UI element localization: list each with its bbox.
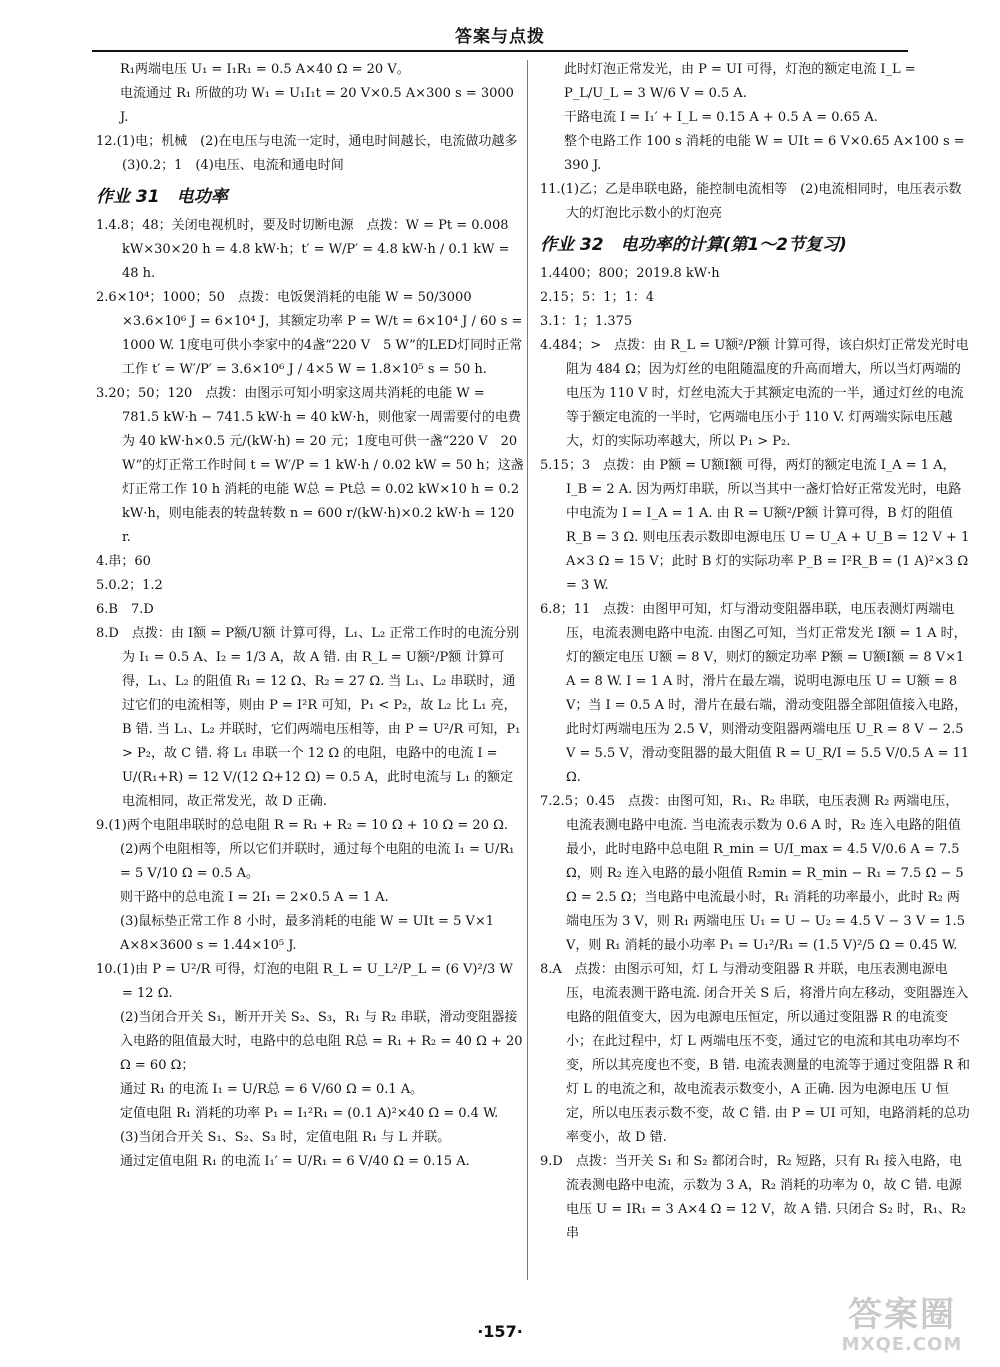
answer-8: 8.D 点拨：由 I额 = P额/U额 计算可得，L₁、L₂ 正常工作时的电流分别为 I₁ = 0.5 A、I₂ = 1/3 A，故 A 错. 由 R_L = U额²/P额 计算可得，L₁、L₂ 的阻值 R₁ = 12 Ω、R₂ = 27 Ω. 当 L₁、L₂ 串联时，通过它们的电流相等，则由 P = I²R 可知，P₁ < P₂，故 L₂ 比 L₁ 亮，B 错. 当 L₁、L₂ 并联时，它们两端电压相等，由 P = U²/R 可知，P₁ > P₂，故 C 错. 将 L₁ 串联一个 12 Ω 的电阻，电路中的电流 I = U/(R₁+R) = 12 V/(12 Ω+12 Ω) = 0.5 A，此时电流与 L₁ 的额定电流相同，故正常发光，故 D 正确. xyxy=(96,626,521,809)
answer-r7: 7.2.5；0.45 点拨：由图可知，R₁、R₂ 串联，电压表测 R₂ 两端电压，电流表测电路中电流. 当电流表示数为 0.6 A 时，R₂ 连入电路的阻值最小，此时电路中总电阻 R_min = U/I_max = 4.5 V/0.6 A = 7.5 Ω，则 R₂ 连入电路的最小阻值 R₂min = R_min − R₁ = 7.5 Ω − 5 Ω = 2.5 Ω；当电路中电流最小时，R₁ 消耗的功率最小，此时 R₂ 两端电压为 3 V，则 R₁ 两端电压 U₁ = U − U₂ = 4.5 V − 3 V = 1.5 V，则 R₁ 消耗的最小功率 P₁ = U₁²/R₁ = (1.5 V)²/5 Ω = 0.45 W. xyxy=(540,794,966,953)
header-title: 答案与点拨 xyxy=(455,27,545,47)
answer-10-part2: (2)当闭合开关 S₁，断开开关 S₂、S₃，R₁ 与 R₂ 串联，滑动变阻器接入电路的阻值最大时，电路中的总电阻 R总 = R₁ + R₂ = 40 Ω + 20 Ω = 60 Ω； xyxy=(120,1010,523,1073)
answer-10-part1: 10.(1)由 P = U²/R 可得，灯泡的电阻 R_L = U_L²/P_L = (6 V)²/3 W = 12 Ω. xyxy=(96,962,513,1001)
answer-r6: 6.8；11 点拨：由图甲可知，灯与滑动变阻器串联，电压表测灯两端电压，电流表测电路中电流. 由图乙可知，当灯正常发光 I额 = 1 A 时，灯的额定电压 U额 = 8 V，则灯的额定功率 P额 = U额I额 = 8 V×1 A = 8 W. I = 1 A 时，滑片在最左端，说明电源电压 U = U额 = 8 V；当 I = 0.5 A 时，滑片在最右端，滑动变阻器全部阻值接入电路，此时灯两端电压为 2.5 V，则滑动变阻器两端电压 U_R = 8 V − 2.5 V = 5.5 V，滑动变阻器的最大阻值 R = U_R/I = 5.5 V/0.5 A = 11 Ω. xyxy=(540,602,970,785)
answer-12: 12.(1)电；机械 (2)在电压与电流一定时，通电时间越长，电流做功越多 (3)0.2；1 (4)电压、电流和通电时间 xyxy=(96,134,531,173)
answer-9-part1: 9.(1)两个电阻串联时的总电阻 R = R₁ + R₂ = 10 Ω + 10 Ω = 20 Ω. xyxy=(96,818,509,833)
answer-10-part3: 通过 R₁ 的电流 I₁ = U/R总 = 6 V/60 Ω = 0.1 A。 xyxy=(120,1082,424,1097)
answer-10-part5: (3)当闭合开关 S₁、S₂、S₃ 时，定值电阻 R₁ 与 L 并联。 xyxy=(120,1130,451,1145)
watermark-logo xyxy=(812,1296,992,1366)
answer-r4: 4.484；> 点拨：由 R_L = U额²/P额 计算可得，该白炽灯正常发光时电阻为 484 Ω；因为灯丝的电阻随温度的升高而增大，所以当灯两端的电压为 110 V 时，灯丝电流大于其额定电流的一半，通过灯丝的电流等于额定电流的一半时，它两端电压小于 110 V. 灯两端实际电压越大，灯的实际功率越大，所以 P₁ > P₂. xyxy=(540,338,969,449)
answer-10-part4: 定值电阻 R₁ 消耗的功率 P₁ = I₁²R₁ = (0.1 A)²×40 Ω = 0.4 W. xyxy=(120,1106,499,1121)
answer-10-cont-b: 干路电流 I = I₁′ + I_L = 0.15 A + 0.5 A = 0.65 A. xyxy=(564,110,878,125)
answer-r8: 8.A 点拨：由图示可知，灯 L 与滑动变阻器 R 并联，电压表测电源电压，电流表测干路电流. 闭合开关 S 后，将滑片向左移动，变阻器连入电路的阻值变大，因为电源电压恒定，所以通过变阻器 R 的电流变小；在此过程中，灯 L 两端电压不变，通过它的电流和其电功率均不变，所以其亮度也不变，B 错. 电流表测量的电流等于通过变阻器 R 和灯 L 的电流之和，故电流表示数变小，A 正确. 因为电源电压 U 恒定，所以电压表示数不变，故 C 错. 由 P = UI 可知，电路消耗的总功率变小，故 D 错. xyxy=(540,962,971,1145)
page-number: ·157· xyxy=(477,1322,523,1341)
right-column xyxy=(540,58,970,1288)
answer-11: 11.(1)乙；乙是串联电路，能控制电流相等 (2)电流相同时，电压表示数大的灯泡比示数小的灯泡亮 xyxy=(540,182,962,221)
watermark-text: 答案圈 xyxy=(848,1295,956,1335)
page-header xyxy=(0,0,1000,56)
answer-line: 电流通过 R₁ 所做的功 W₁ = U₁I₁t = 20 V×0.5 A×300 s = 3000 J. xyxy=(120,86,514,125)
answer-r3: 3.1：1；1.375 xyxy=(540,314,633,329)
answer-6-7: 6.B 7.D xyxy=(96,602,154,617)
answer-10-cont-c: 整个电路工作 100 s 消耗的电能 W = UIt = 6 V×0.65 A×100 s = 390 J. xyxy=(564,134,965,173)
answer-5: 5.0.2；1.2 xyxy=(96,578,163,593)
answer-10-cont-a: 此时灯泡正常发光，由 P = UI 可得，灯泡的额定电流 I_L = P_L/U_L = 3 W/6 V = 0.5 A. xyxy=(564,62,916,101)
section-heading-31: 作业 31 电功率 xyxy=(96,187,228,207)
answer-r2: 2.15；5：1；1：4 xyxy=(540,290,655,305)
answer-line: R₁两端电压 U₁ = I₁R₁ = 0.5 A×40 Ω = 20 V。 xyxy=(120,62,410,77)
answer-2: 2.6×10⁴；1000；50 点拨：电饭煲消耗的电能 W = 50/3000 ×3.6×10⁶ J = 6×10⁴ J，其额定功率 P = W/t = 6×10⁴ J / 60 s = 1000 W. 1度电可供小李家中的4盏“220 V 5 W”的LED灯同时正常工作 t′ = W′/P′ = 3.6×10⁶ J / 4×5 W = 1.8×10⁵ s = 50 h. xyxy=(96,290,523,377)
answer-4: 4.串；60 xyxy=(96,554,151,569)
answer-9-part4: (3)鼠标垫正常工作 8 小时，最多消耗的电能 W = UIt = 5 V×1 A×8×3600 s = 1.44×10⁵ J. xyxy=(120,914,495,953)
answer-r5: 5.15；3 点拨：由 P额 = U额I额 可得，两灯的额定电流 I_A = 1 A，I_B = 2 A. 因为两灯串联，所以当其中一盏灯恰好正常发光时，电路中电流为 I = I_A = 1 A. 由 R = U额²/P额 计算可得，B 灯的阻值 R_B = 3 Ω. 则电压表示数即电源电压 U = U_A + U_B = 12 V + 1 A×3 Ω = 15 V；此时 B 灯的实际功率 P_B = I²R_B = (1 A)²×3 Ω = 3 W. xyxy=(540,458,970,593)
answer-3: 3.20；50；120 点拨：由图示可知小明家这周共消耗的电能 W = 781.5 kW·h − 741.5 kW·h = 40 kW·h，则他家一周需要付的电费为 40 kW·h×0.5 元/(kW·h) = 20 元；1度电可供一盏“220 V 20 W”的灯正常工作时间 t = W′/P = 1 kW·h / 0.02 kW = 50 h；这盏灯正常工作 10 h 消耗的电能 W总 = Pt总 = 0.02 kW×10 h = 0.2 kW·h，则电能表的转盘转数 n = 600 r/(kW·h)×0.2 kW·h = 120 r. xyxy=(96,386,524,545)
answer-1: 1.4.8；48；关闭电视机时，要及时切断电源 点拨：W = Pt = 0.008 kW×30×20 h = 4.8 kW·h；t′ = W/P′ = 4.8 kW·h / 0.1 kW = 48 h. xyxy=(96,218,510,281)
answer-9-part2: (2)两个电阻相等，所以它们并联时，通过每个电阻的电流 I₁ = U/R₁ = 5 V/10 Ω = 0.5 A。 xyxy=(120,842,515,881)
header-rule xyxy=(92,50,908,52)
answer-r1: 1.4400；800；2019.8 kW·h xyxy=(540,266,720,281)
section-heading-32: 作业 32 电功率的计算(第1～2节复习) xyxy=(540,235,847,255)
answer-9-part3: 则干路中的总电流 I = 2I₁ = 2×0.5 A = 1 A. xyxy=(120,890,389,905)
watermark-url: MXQE.COM xyxy=(841,1334,963,1355)
column-divider xyxy=(527,60,528,1280)
answer-10-part6: 通过定值电阻 R₁ 的电流 I₁′ = U/R₁ = 6 V/40 Ω = 0.15 A. xyxy=(120,1154,470,1169)
left-column xyxy=(96,58,531,1288)
answer-r9: 9.D 点拨：当开关 S₁ 和 S₂ 都闭合时，R₂ 短路，只有 R₁ 接入电路，电流表测电路中电流，示数为 3 A，R₂ 消耗的功率为 0，故 C 错. 电源电压 U = IR₁ = 3 A×4 Ω = 12 V，故 A 错. 只闭合 S₂ 时，R₁、R₂ 串 xyxy=(540,1154,966,1241)
